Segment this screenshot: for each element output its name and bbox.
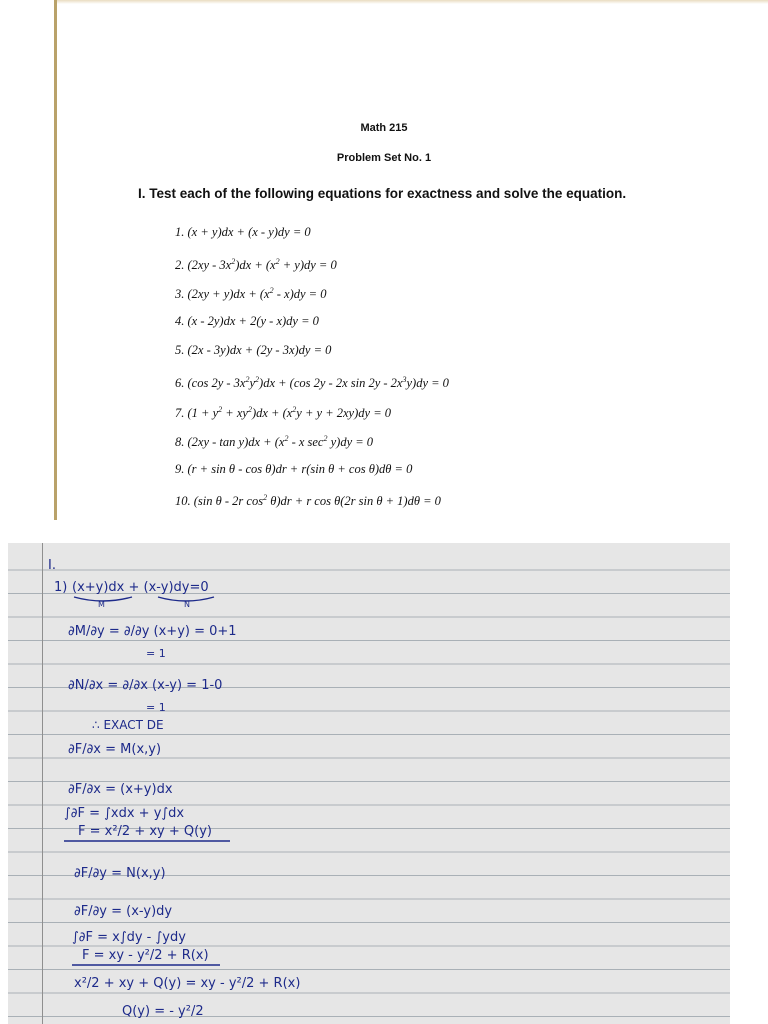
equation-text: )dx + (cos 2y - 2x sin 2y - 2x bbox=[259, 376, 403, 391]
equation-text: y)dy = 0 bbox=[406, 376, 449, 391]
problem-number: 3. bbox=[175, 287, 185, 302]
equation-line: (x+y)dx + (x-y)dy=0 bbox=[72, 580, 209, 595]
equate-line: x²/2 + xy + Q(y) = xy - y²/2 + R(x) bbox=[74, 976, 301, 991]
problem-number: 8. bbox=[175, 435, 185, 450]
exponent: 2 bbox=[218, 404, 223, 414]
course-title: Math 215 bbox=[360, 122, 408, 134]
problem-number: 1. bbox=[175, 225, 185, 239]
equation-text: (2xy + y)dx + (x bbox=[187, 287, 270, 302]
equation-text: (2x - 3y)dx + (2y - 3x)dy = 0 bbox=[187, 343, 332, 358]
f-of-y-line: F = xy - y²/2 + R(x) bbox=[82, 948, 209, 963]
equation-text: (r + sin θ - cos θ)dr + r(sin θ + cos θ)dθ = 0 bbox=[187, 461, 413, 476]
equation-text: y)dy = 0 bbox=[327, 435, 374, 450]
integral-line-1: ∫∂F = ∫xdx + y∫dx bbox=[64, 806, 185, 821]
problem-number: 10. bbox=[175, 494, 191, 509]
problem-number: 2. bbox=[175, 257, 185, 272]
dm-dy-result: = 1 bbox=[146, 647, 166, 660]
exponent: 2 bbox=[269, 286, 274, 296]
problem-item bbox=[175, 400, 449, 430]
problem-item bbox=[175, 252, 449, 282]
equation-text: (sin θ - 2r cos bbox=[193, 494, 264, 509]
problem-number: 5. bbox=[175, 343, 185, 358]
sheet-left-edge bbox=[54, 0, 57, 520]
equation-text: (2xy - 3x bbox=[187, 257, 232, 272]
problem-number: 7. bbox=[175, 405, 185, 420]
equation-text: (cos 2y - 3x bbox=[187, 376, 246, 391]
dm-dy-line: ∂M/∂y = ∂/∂y (x+y) = 0+1 bbox=[68, 624, 237, 639]
problem-number: 1) bbox=[54, 580, 68, 595]
problem-item bbox=[175, 488, 449, 518]
equation-text: (1 + y bbox=[187, 405, 219, 420]
df-dy-expr-line: ∂F/∂y = (x-y)dy bbox=[74, 904, 173, 919]
exponent: 2 bbox=[284, 434, 289, 444]
equation-text: )dx + (x bbox=[235, 257, 276, 272]
problem-item bbox=[175, 281, 449, 311]
instructions-heading: I. Test each of the following equations for exactness and solve the equation. bbox=[138, 186, 627, 201]
notebook-page bbox=[8, 543, 730, 1024]
exact-conclusion: ∴ EXACT DE bbox=[92, 718, 164, 732]
exponent: 2 bbox=[292, 404, 297, 414]
dn-dx-result: = 1 bbox=[146, 701, 166, 714]
equation-text: (x - 2y)dx + 2(y - x)dy = 0 bbox=[187, 313, 319, 328]
equation-text: - x sec bbox=[288, 435, 324, 450]
problem-item bbox=[175, 370, 449, 400]
df-dx-expr-line: ∂F/∂x = (x+y)dx bbox=[68, 782, 173, 797]
problem-number: 9. bbox=[175, 461, 185, 476]
dn-dx-line: ∂N/∂x = ∂/∂x (x-y) = 1-0 bbox=[68, 678, 223, 693]
equation-text: )dx + (x bbox=[251, 405, 293, 420]
equation-text: + xy bbox=[222, 405, 248, 420]
problem-item bbox=[175, 459, 449, 489]
page-gap bbox=[0, 527, 768, 543]
equation-text: + y)dy = 0 bbox=[279, 257, 337, 272]
problem-set-title: Problem Set No. 1 bbox=[336, 152, 432, 164]
equation-text: y + y + 2xy)dy = 0 bbox=[296, 405, 392, 420]
equation-text: (x + y)dx + (x - y)dy = 0 bbox=[187, 225, 311, 239]
notebook-right-margin bbox=[730, 543, 768, 1024]
m-label: M bbox=[98, 600, 105, 609]
exponent: 2 bbox=[275, 256, 280, 266]
exponent: 3 bbox=[402, 374, 407, 384]
n-label: N bbox=[184, 600, 190, 609]
exponent: 2 bbox=[263, 493, 268, 503]
problem-item bbox=[175, 311, 449, 341]
equation-text: - x)dy = 0 bbox=[273, 287, 327, 302]
exponent: 2 bbox=[231, 256, 236, 266]
problem-item bbox=[175, 340, 449, 370]
problem-number: 4. bbox=[175, 313, 185, 328]
df-dy-n-line: ∂F/∂y = N(x,y) bbox=[74, 866, 166, 881]
equation-text: (2xy - tan y)dx + (x bbox=[187, 435, 285, 450]
equation-text: y bbox=[249, 376, 256, 391]
section-label: I. bbox=[48, 558, 56, 573]
problem-item bbox=[175, 222, 449, 252]
problem-list bbox=[175, 222, 449, 518]
integral-line-2: ∫∂F = x∫dy - ∫ydy bbox=[72, 930, 186, 945]
problem-number: 6. bbox=[175, 376, 185, 391]
handwritten-solution bbox=[8, 543, 730, 1024]
exponent: 2 bbox=[323, 434, 328, 444]
exponent: 2 bbox=[255, 374, 260, 384]
q-result-line: Q(y) = - y²/2 bbox=[122, 1004, 204, 1019]
df-dx-m-line: ∂F/∂x = M(x,y) bbox=[68, 742, 162, 757]
problem-item bbox=[175, 429, 449, 459]
exponent: 2 bbox=[245, 374, 250, 384]
f-of-x-line: F = x²/2 + xy + Q(y) bbox=[78, 824, 212, 839]
sheet-top-edge bbox=[56, 0, 768, 4]
equation-text: θ)dr + r cos θ(2r sin θ + 1)dθ = 0 bbox=[267, 494, 441, 509]
exponent: 2 bbox=[247, 404, 252, 414]
